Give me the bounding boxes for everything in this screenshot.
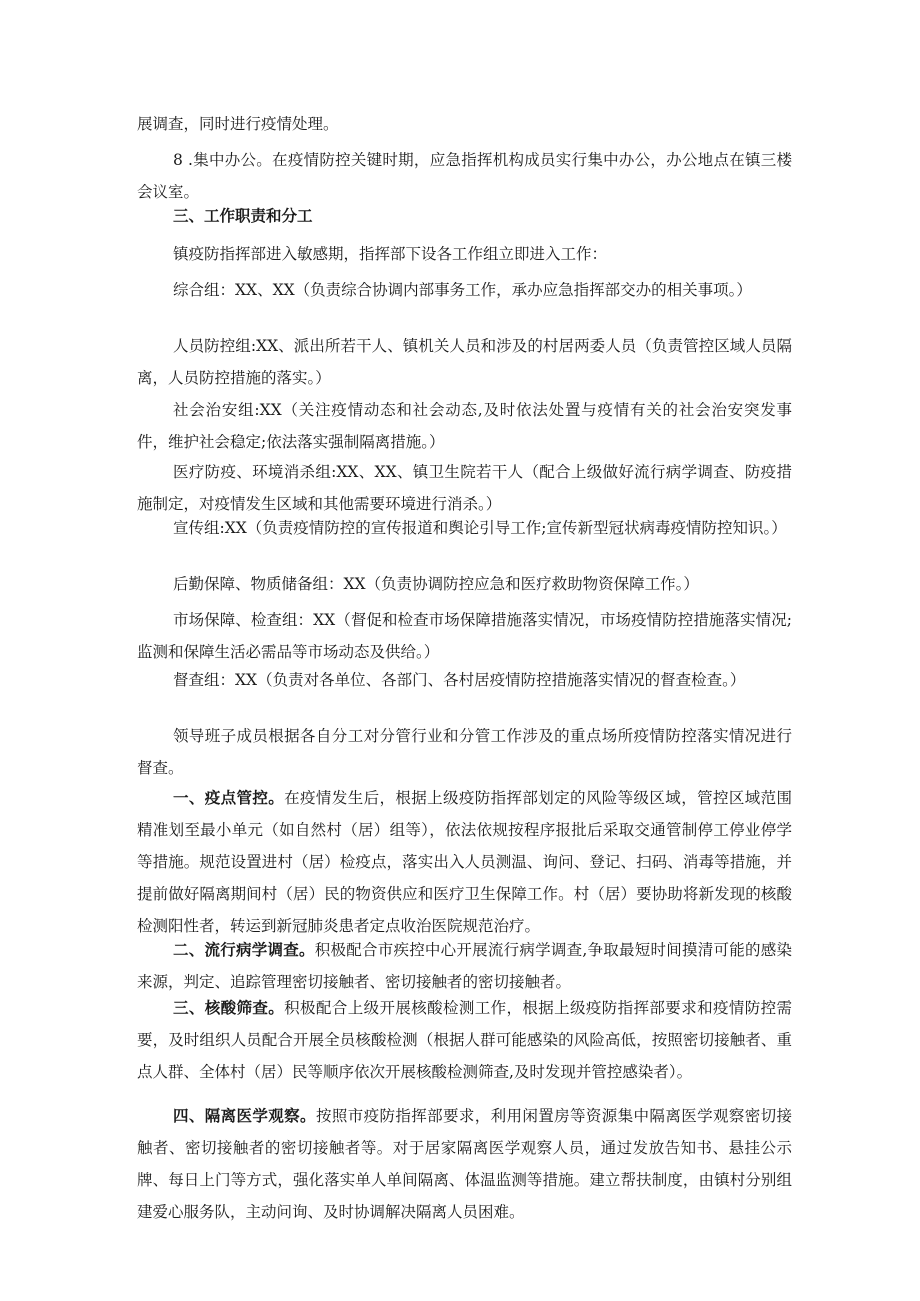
paragraph-personnel-group: [137, 330, 792, 394]
paragraph-text: 8 .集中办公。在疫情防控关键时期，应急指挥机构成员实行集中办公，办公地点在镇三楼会议室。: [137, 151, 792, 201]
paragraph-text: 按照市疫防指挥部要求，利用闲置房等资源集中隔离医学观察密切接触者、密切接触者的密切接触者等。对于居家隔离医学观察人员，通过发放告知书、悬挂公示牌、每日上门等方式，强化落实单人单间隔离、体温监测等措施。建立帮扶制度，由镇村分别组建爱心服务队，主动问询、及时协调解决隔离人员困难。: [137, 1107, 792, 1221]
paragraph-text: 人员防控组:XX、派出所若干人、镇机关人员和涉及的村居两委人员（负责管控区域人员隔离，人员防控措施的落实。）: [137, 337, 792, 387]
paragraph-text: 宣传组:XX（负责疫情防控的宣传报道和舆论引导工作;宣传新型冠状病毒疫情防控知识。）: [173, 519, 787, 537]
paragraph-inspection-group: [137, 664, 792, 696]
paragraph-logistics-group: [137, 568, 792, 600]
paragraph-market-group: [137, 604, 792, 668]
paragraph-text: 医疗防疫、环境消杀组:XX、XX、镇卫生院若干人（配合上级做好流行病学调查、防疫措施制定，对疫情发生区域和其他需要环境进行消杀。）: [137, 463, 792, 513]
paragraph-text: 镇疫防指挥部进入敏感期，指挥部下设各工作组立即进入工作：: [173, 245, 608, 263]
paragraph-text: 展调查，同时进行疫情处理。: [137, 115, 339, 133]
paragraph-quarantine: [137, 1100, 792, 1228]
paragraph-medical-group: [137, 456, 792, 520]
paragraph-nucleic-screening: [137, 992, 792, 1088]
paragraph-lead: 四、隔离医学观察。: [173, 1106, 316, 1125]
paragraph-lead: 二、流行病学调查。: [173, 940, 315, 959]
paragraph-text: 市场保障、检查组：XX（督促和检查市场保障措施落实情况，市场疫情防控措施落实情况;监测和保障生活必需品等市场动态及供给。）: [137, 611, 792, 661]
paragraph-publicity-group: [137, 512, 792, 544]
paragraph-text: 后勤保障、物质储备组：XX（负责协调防控应急和医疗救助物资保障工作。）: [173, 575, 699, 593]
paragraph-outbreak-control: [137, 782, 792, 942]
paragraph-continuation: [137, 108, 792, 140]
paragraph-lead: 一、疫点管控。: [173, 788, 285, 807]
paragraph-leadership: [137, 720, 792, 784]
section-heading: [137, 200, 792, 232]
paragraph-security-group: [137, 394, 792, 458]
section-heading-text: 三、工作职责和分工: [173, 206, 313, 225]
paragraph-text: 领导班子成员根据各自分工对分管行业和分管工作涉及的重点场所疫情防控落实情况进行督查。: [137, 727, 792, 777]
paragraph-text: 社会治安组:XX（关注疫情动态和社会动态,及时依法处置与疫情有关的社会治安突发事件，维护社会稳定;依法落实强制隔离措施。）: [137, 401, 792, 451]
paragraph-centralized-office: [137, 144, 792, 208]
paragraph-general-group: [137, 274, 792, 306]
paragraph-text: 在疫情发生后，根据上级疫防指挥部划定的风险等级区域，管控区域范围精准划至最小单元（如自然村（居）组等），依法依规按程序报批后采取交通管制停工停业停学等措施。规范设置进村（居）检疫点，落实出入人员测温、询问、登记、扫码、消毒等措施，并提前做好隔离期间村（居）民的物资供应和医疗卫生保障工作。村（居）要协助将新发现的核酸检测阳性者，转运到新冠肺炎患者定点收治医院规范治疗。: [137, 789, 792, 935]
paragraph-text: 督查组：XX（负责对各单位、各部门、各村居疫情防控措施落实情况的督查检查。）: [173, 671, 746, 689]
paragraph-epidemiology: [137, 934, 792, 998]
paragraph-text: 综合组：XX、XX（负责综合协调内部事务工作，承办应急指挥部交办的相关事项。）: [173, 281, 752, 299]
paragraph-lead: 三、核酸筛查。: [173, 998, 285, 1017]
paragraph-intro: [137, 238, 792, 270]
paragraph-text: 积极配合市疾控中心开展流行病学调查,争取最短时间摸清可能的感染来源，判定、追踪管理密切接触者、密切接触者的密切接触者。: [137, 941, 792, 991]
paragraph-text: 积极配合上级开展核酸检测工作，根据上级疫防指挥部要求和疫情防控需要，及时组织人员配合开展全员核酸检测（根据人群可能感染的风险高低，按照密切接触者、重点人群、全体村（居）民等顺序依次开展核酸检测筛查,及时发现并管控感染者）。: [137, 999, 792, 1081]
